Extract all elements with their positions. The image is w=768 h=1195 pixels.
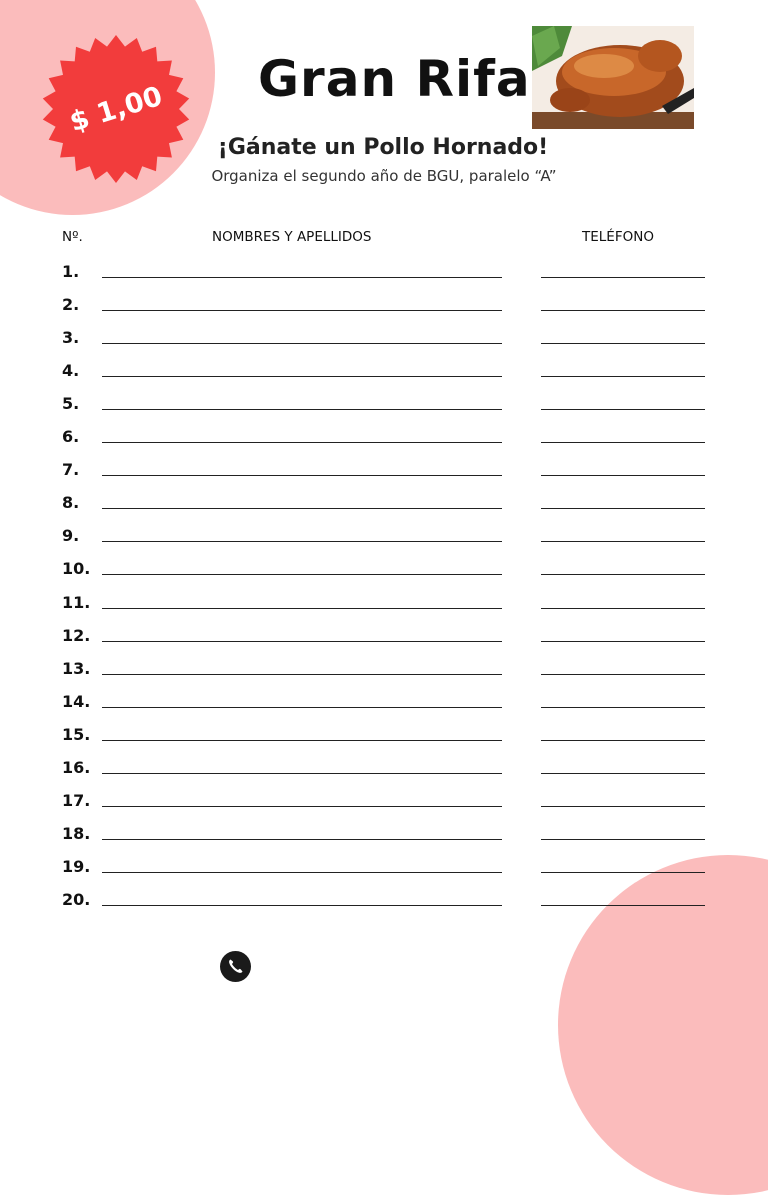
row-number: 7. <box>62 460 80 480</box>
table-row <box>0 295 768 328</box>
name-line <box>102 872 502 873</box>
phone-line <box>541 740 705 741</box>
row-number: 2. <box>62 295 80 315</box>
name-line <box>102 707 502 708</box>
phone-line <box>541 674 705 675</box>
table-row <box>0 328 768 361</box>
table-row <box>0 659 768 692</box>
table-row <box>0 890 768 923</box>
row-number: 10. <box>62 559 91 579</box>
table-row <box>0 526 768 559</box>
roast-chicken-image <box>532 26 694 129</box>
phone-line <box>541 277 705 278</box>
row-number: 14. <box>62 691 91 711</box>
row-number: 3. <box>62 328 80 348</box>
phone-line <box>541 905 705 906</box>
phone-line <box>541 608 705 609</box>
phone-line <box>541 508 705 509</box>
name-line <box>102 475 502 476</box>
phone-line <box>541 442 705 443</box>
table-row <box>0 394 768 427</box>
name-line <box>102 574 502 575</box>
phone-line <box>541 376 705 377</box>
row-number: 8. <box>62 493 80 513</box>
name-line <box>102 508 502 509</box>
table-row <box>0 758 768 791</box>
table-row <box>0 262 768 295</box>
row-number: 19. <box>62 856 91 876</box>
row-number: 20. <box>62 889 91 909</box>
name-line <box>102 376 502 377</box>
row-number: 1. <box>62 262 80 281</box>
name-line <box>102 310 502 311</box>
row-number: 4. <box>62 361 80 381</box>
phone-line <box>541 839 705 840</box>
organizer-text: Organiza el segundo año de BGU, paralelo “A” <box>211 167 557 185</box>
row-number: 5. <box>62 394 80 414</box>
table-row <box>0 427 768 460</box>
row-number: 18. <box>62 823 91 843</box>
row-number: 17. <box>62 790 91 810</box>
header-number: Nº. <box>62 229 83 245</box>
name-line <box>102 608 502 609</box>
phone-icon <box>220 951 251 982</box>
price-badge-text: $ 1,00 <box>66 80 166 138</box>
header-names: NOMBRES Y APELLIDOS <box>212 229 372 245</box>
table-row <box>0 460 768 493</box>
table-row <box>0 791 768 824</box>
phone-line <box>541 641 705 642</box>
row-number: 6. <box>62 427 80 447</box>
name-line <box>102 343 502 344</box>
table-row <box>0 559 768 592</box>
phone-line <box>541 541 705 542</box>
row-number: 11. <box>62 592 91 612</box>
name-line <box>102 409 502 410</box>
row-number: 13. <box>62 658 91 678</box>
row-number: 15. <box>62 724 91 744</box>
phone-line <box>541 475 705 476</box>
phone-line <box>541 872 705 873</box>
name-line <box>102 806 502 807</box>
name-line <box>102 641 502 642</box>
page-title: Gran Rifa <box>258 50 531 108</box>
subtitle <box>0 135 768 160</box>
phone-line <box>541 806 705 807</box>
table-row <box>0 493 768 526</box>
name-line <box>102 674 502 675</box>
table-row <box>0 824 768 857</box>
name-line <box>102 277 502 278</box>
name-line <box>102 839 502 840</box>
table-row <box>0 361 768 394</box>
table-row <box>0 626 768 659</box>
phone-line <box>541 343 705 344</box>
table-row <box>0 725 768 758</box>
name-line <box>102 541 502 542</box>
table-row <box>0 857 768 890</box>
name-line <box>102 905 502 906</box>
name-line <box>102 740 502 741</box>
phone-line <box>541 773 705 774</box>
phone-line <box>541 310 705 311</box>
row-number: 9. <box>62 526 80 546</box>
table-row <box>0 593 768 626</box>
table-row <box>0 692 768 725</box>
subtitle-text: ¡Gánate un Pollo Hornado! <box>217 135 549 160</box>
name-line <box>102 773 502 774</box>
phone-line <box>541 409 705 410</box>
phone-line <box>541 707 705 708</box>
name-line <box>102 442 502 443</box>
header-phone: TELÉFONO <box>582 229 654 245</box>
row-number: 16. <box>62 757 91 777</box>
phone-line <box>541 574 705 575</box>
row-number: 12. <box>62 625 91 645</box>
